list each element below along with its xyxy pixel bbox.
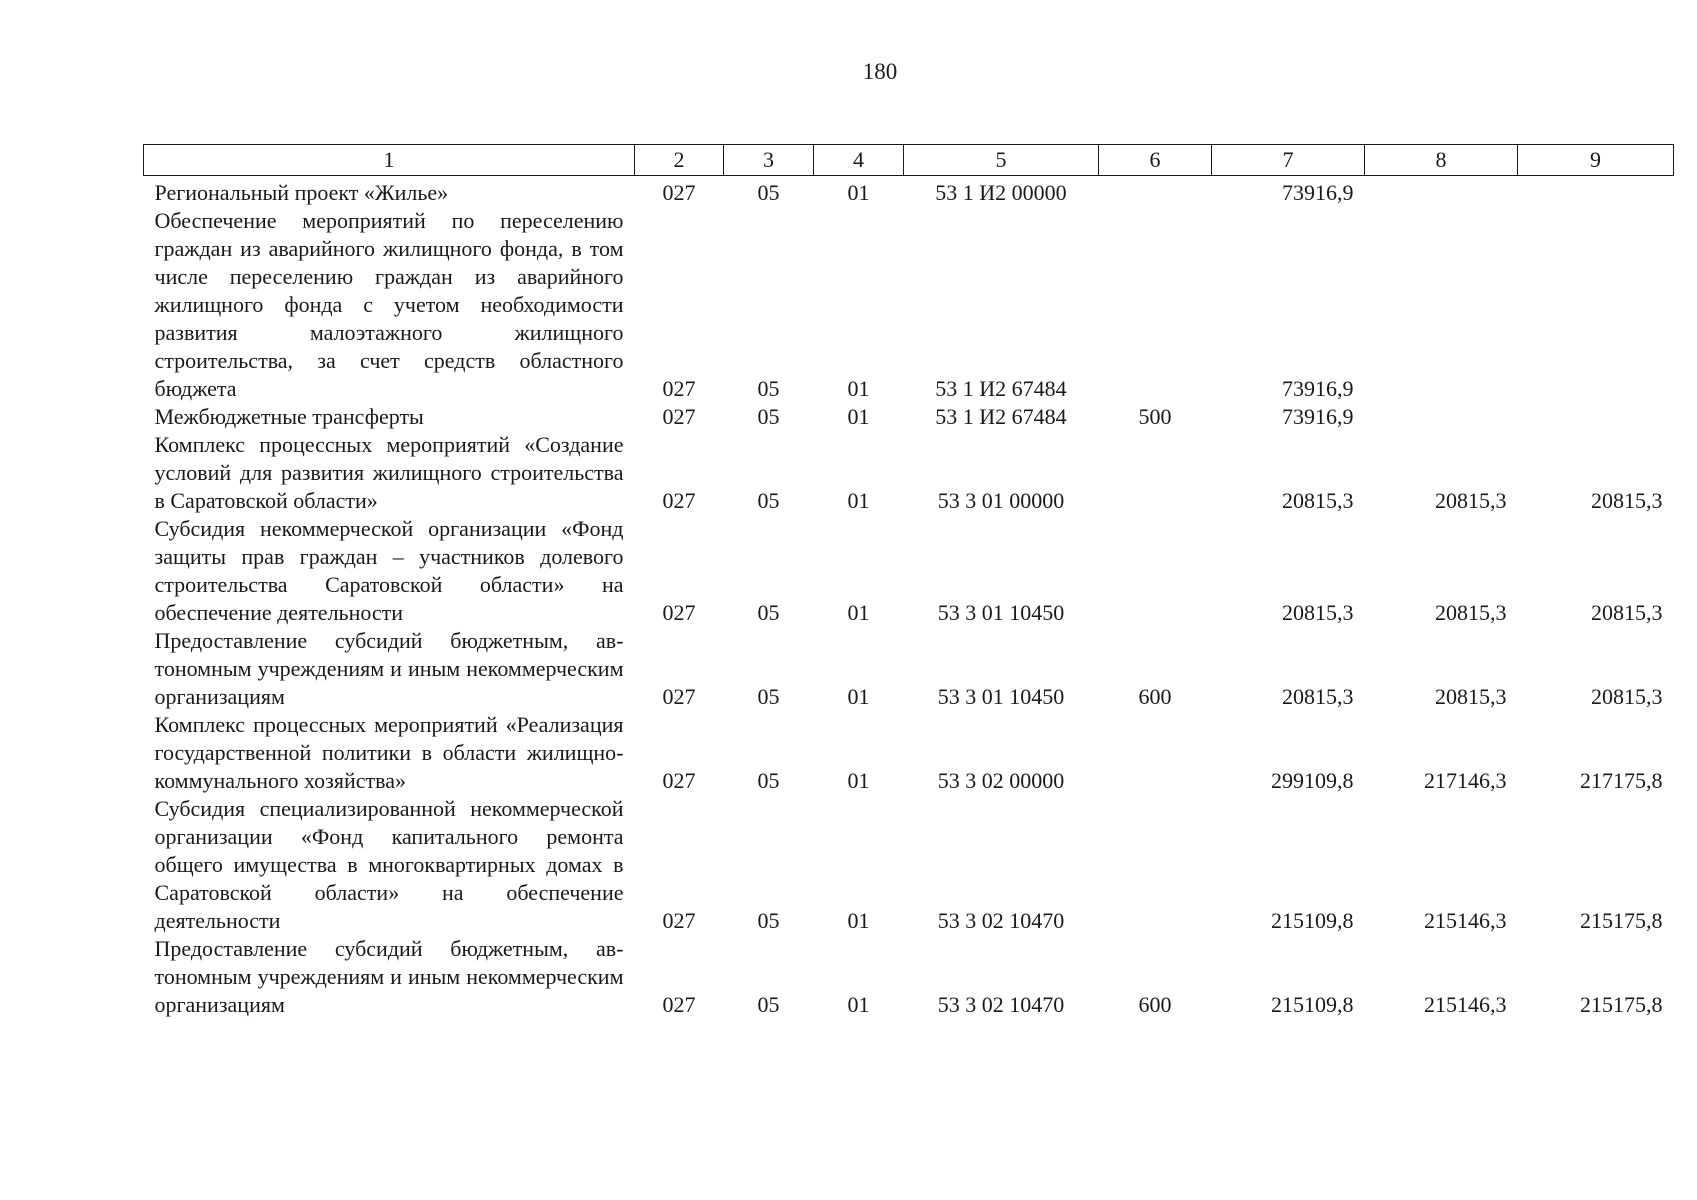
page-number: 180 — [862, 59, 898, 84]
row-amount-9: 215175,8 — [1580, 908, 1663, 933]
row-amount-7: 73916,9 — [1282, 376, 1354, 401]
row-amount-8 — [1365, 207, 1518, 403]
row-subsection-code: 01 — [847, 488, 870, 513]
row-expense-type — [1099, 176, 1212, 208]
row-ministry-code: 027 — [662, 404, 696, 429]
row-subsection-code: 01 — [847, 180, 870, 205]
row-amount-9 — [1518, 403, 1674, 431]
row-amount-7: 215109,8 — [1271, 992, 1354, 1017]
row-amount-8: 217146,3 — [1424, 768, 1507, 793]
row-amount-9 — [1518, 176, 1674, 208]
row-ministry-code: 027 — [662, 992, 696, 1017]
row-subsection-code: 01 — [847, 600, 870, 625]
row-subsection-code: 01 — [847, 908, 870, 933]
column-header-7: 7 — [1212, 145, 1365, 176]
row-amount-9: 20815,3 — [1591, 488, 1663, 513]
column-header-3: 3 — [724, 145, 814, 176]
row-name: Предоставление субсидий бюджетным, автономным учреждениям и иным некоммерческим организациям — [154, 936, 624, 1017]
row-amount-7: 215109,8 — [1271, 908, 1354, 933]
row-amount-8: 215146,3 — [1424, 992, 1507, 1017]
table-row — [144, 403, 1674, 431]
row-expense-type — [1099, 207, 1212, 403]
column-header-4: 4 — [814, 145, 904, 176]
row-section-code: 05 — [757, 908, 780, 933]
row-name: Субсидия некоммерческой организации «Фонд защиты прав граждан – участников долевого строительства Саратовской области» на обеспечение деятельности — [154, 516, 624, 625]
row-target-article: 53 3 02 10470 — [937, 992, 1065, 1017]
row-amount-7: 20815,3 — [1282, 488, 1354, 513]
row-name: Обеспечение мероприятий по переселению граждан из аварийного жилищного фонда, в том числе переселению граждан из аварийного жилищного фонда с учетом необходимости развития малоэтажного жилищного строительства, за счет средств областного бюджета — [154, 208, 624, 401]
row-name: Межбюджетные трансферты — [154, 404, 424, 429]
table-body — [144, 176, 1674, 1020]
row-subsection-code: 01 — [847, 768, 870, 793]
row-expense-type — [1099, 515, 1212, 627]
row-ministry-code: 027 — [662, 488, 696, 513]
row-amount-8: 20815,3 — [1435, 600, 1507, 625]
row-amount-7: 73916,9 — [1282, 180, 1354, 205]
row-ministry-code: 027 — [662, 684, 696, 709]
row-section-code: 05 — [757, 600, 780, 625]
column-header-9: 9 — [1518, 145, 1674, 176]
header-row — [144, 145, 1674, 176]
table-row — [144, 795, 1674, 935]
row-section-code: 05 — [757, 768, 780, 793]
column-header-6: 6 — [1099, 145, 1212, 176]
row-section-code: 05 — [757, 992, 780, 1017]
row-target-article: 53 1 И2 67484 — [935, 404, 1067, 429]
table-row — [144, 176, 1674, 208]
row-target-article: 53 1 И2 67484 — [935, 376, 1067, 401]
row-expense-type: 600 — [1138, 684, 1172, 709]
row-target-article: 53 1 И2 00000 — [935, 180, 1067, 205]
row-subsection-code: 01 — [847, 992, 870, 1017]
row-ministry-code: 027 — [662, 600, 696, 625]
budget-table — [143, 144, 1674, 1019]
row-expense-type: 500 — [1138, 404, 1172, 429]
table-row — [144, 935, 1674, 1019]
row-amount-7: 20815,3 — [1282, 600, 1354, 625]
column-header-8: 8 — [1365, 145, 1518, 176]
column-header-2: 2 — [635, 145, 724, 176]
row-name: Предоставление субсидий бюджетным, автономным учреждениям и иным некоммерческим организациям — [154, 628, 624, 709]
row-expense-type — [1099, 711, 1212, 795]
row-amount-8: 20815,3 — [1435, 684, 1507, 709]
table-row — [144, 431, 1674, 515]
table-row — [144, 515, 1674, 627]
row-amount-9 — [1518, 207, 1674, 403]
row-ministry-code: 027 — [662, 376, 696, 401]
row-expense-type: 600 — [1138, 992, 1172, 1017]
row-amount-9: 20815,3 — [1591, 600, 1663, 625]
row-section-code: 05 — [757, 376, 780, 401]
table-row — [144, 207, 1674, 403]
row-expense-type — [1099, 795, 1212, 935]
row-subsection-code: 01 — [847, 684, 870, 709]
row-target-article: 53 3 01 00000 — [937, 488, 1065, 513]
column-header-5: 5 — [904, 145, 1099, 176]
row-ministry-code: 027 — [662, 180, 696, 205]
row-amount-8: 20815,3 — [1435, 488, 1507, 513]
row-target-article: 53 3 01 10450 — [937, 600, 1065, 625]
row-expense-type — [1099, 431, 1212, 515]
row-ministry-code: 027 — [662, 908, 696, 933]
row-name: Субсидия специализированной некоммерческой организации «Фонд капитального ремонта общего имущества в многоквартирных домах в Саратовской области» на обеспечение деятельности — [154, 796, 624, 933]
row-section-code: 05 — [757, 684, 780, 709]
row-amount-7: 299109,8 — [1271, 768, 1354, 793]
row-section-code: 05 — [757, 404, 780, 429]
row-ministry-code: 027 — [662, 768, 696, 793]
row-name: Комплекс процессных мероприятий «Реализация государственной политики в области жилищно-коммунального хозяйства» — [154, 712, 624, 793]
row-target-article: 53 3 01 10450 — [937, 684, 1065, 709]
table-header — [144, 145, 1674, 176]
row-section-code: 05 — [757, 488, 780, 513]
row-subsection-code: 01 — [847, 404, 870, 429]
row-amount-7: 20815,3 — [1282, 684, 1354, 709]
row-name: Региональный проект «Жилье» — [154, 180, 449, 205]
table-row — [144, 627, 1674, 711]
row-name: Комплекс процессных мероприятий «Создание условий для развития жилищного строительства в Саратовской области» — [154, 432, 624, 513]
row-amount-8 — [1365, 403, 1518, 431]
row-amount-7: 73916,9 — [1282, 404, 1354, 429]
row-target-article: 53 3 02 10470 — [937, 908, 1065, 933]
row-subsection-code: 01 — [847, 376, 870, 401]
row-amount-9: 215175,8 — [1580, 992, 1663, 1017]
row-section-code: 05 — [757, 180, 780, 205]
table-row — [144, 711, 1674, 795]
row-amount-9: 217175,8 — [1580, 768, 1663, 793]
column-header-1: 1 — [144, 145, 635, 176]
row-target-article: 53 3 02 00000 — [937, 768, 1065, 793]
row-amount-8: 215146,3 — [1424, 908, 1507, 933]
row-amount-8 — [1365, 176, 1518, 208]
row-amount-9: 20815,3 — [1591, 684, 1663, 709]
